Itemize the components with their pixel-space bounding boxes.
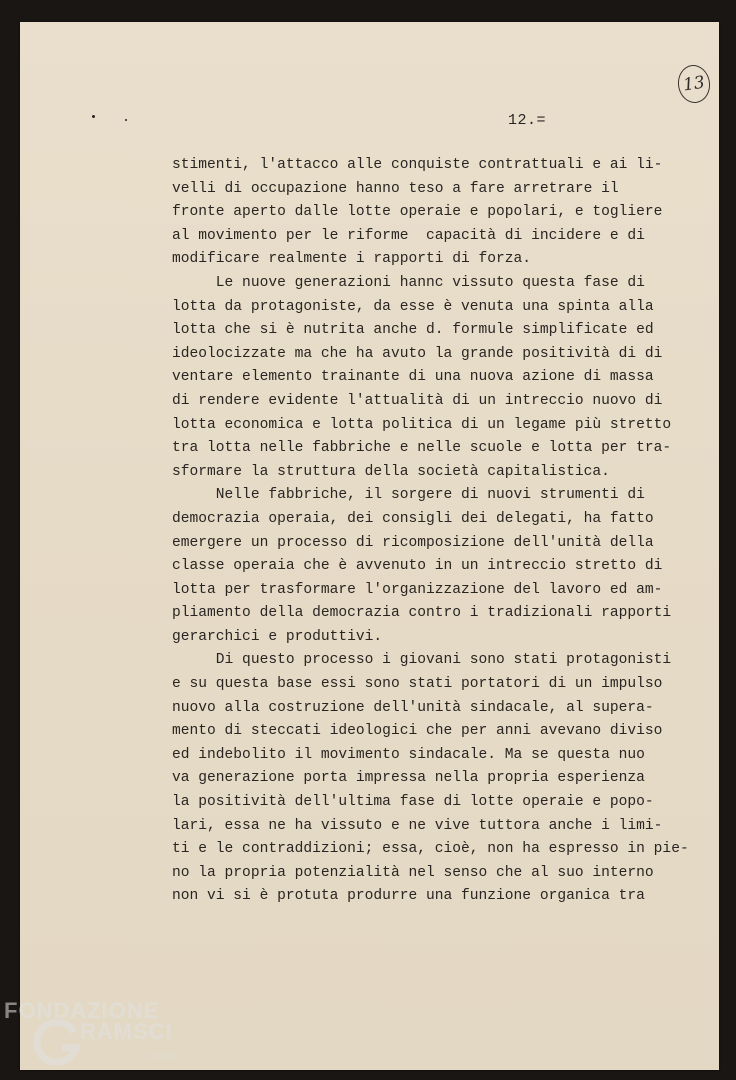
text-line: Le nuove generazioni hannc vissuto questa fase di: [172, 274, 645, 291]
text-line: tra lotta nelle fabbriche e nelle scuole e lotta per tra-: [172, 440, 672, 457]
body-text: [172, 154, 689, 909]
page-number: 12.=: [508, 112, 547, 129]
text-line: velli di occupazione hanno teso a fare arretrare il: [172, 180, 619, 197]
text-line: nuovo alla costruzione dell'unità sindacale, al supera-: [172, 699, 654, 716]
text-line: al movimento per le riforme capacità di incidere e di: [172, 227, 645, 244]
text-line: lotta da protagoniste, da esse è venuta una spinta alla: [172, 298, 654, 315]
watermark-sub: onlus: [150, 1051, 174, 1062]
watermark-logo: [4, 998, 194, 1078]
archive-stamp-number: 13: [676, 63, 713, 105]
text-line: no la propria potenzialità nel senso che al suo interno: [172, 864, 654, 881]
text-line: fronte aperto dalle lotte operaie e popolari, e togliere: [172, 204, 663, 221]
text-line: e su questa base essi sono stati portatori di un impulso: [172, 676, 663, 693]
text-line: democrazia operaia, dei consigli dei delegati, ha fatto: [172, 510, 654, 527]
watermark-line2: RAMSCI: [80, 1019, 173, 1044]
g-swirl-icon: [32, 1018, 82, 1070]
text-line: lari, essa ne ha vissuto e ne vive tuttora anche i limi-: [172, 817, 663, 834]
text-line: Nelle fabbriche, il sorgere di nuovi strumenti di: [172, 487, 645, 504]
text-line: la positività dell'ultima fase di lotte operaie e popo-: [172, 794, 654, 811]
text-line: classe operaia che è avvenuto in un intreccio stretto di: [172, 558, 663, 575]
ink-speck: [125, 119, 127, 121]
text-line: ed indebolito il movimento sindacale. Ma se questa nuo: [172, 746, 645, 763]
text-line: mento di steccati ideologici che per anni avevano diviso: [172, 723, 663, 740]
text-line: di rendere evidente l'attualità di un intreccio nuovo di: [172, 392, 663, 409]
text-line: non vi si è protuta produrre una funzione organica tra: [172, 888, 645, 905]
text-line: modificare realmente i rapporti di forza.: [172, 251, 532, 268]
ink-speck: [92, 115, 95, 118]
text-line: ideolocizzate ma che ha avuto la grande positività di di: [172, 345, 663, 362]
text-line: lotta economica e lotta politica di un legame più stretto: [172, 416, 672, 433]
text-line: sformare la struttura della società capitalistica.: [172, 463, 610, 480]
text-line: lotta per trasformare l'organizzazione del lavoro ed am-: [172, 581, 663, 598]
text-line: gerarchici e produttivi.: [172, 628, 383, 645]
text-line: Di questo processo i giovani sono stati protagonisti: [172, 652, 672, 669]
text-line: ti e le contraddizioni; essa, cioè, non ha espresso in pie-: [172, 841, 689, 858]
text-line: va generazione porta impressa nella propria esperienza: [172, 770, 645, 787]
text-line: ventare elemento trainante di una nuova azione di massa: [172, 369, 654, 386]
text-line: stimenti, l'attacco alle conquiste contrattuali e ai li-: [172, 157, 663, 173]
text-line: emergere un processo di ricomposizione dell'unità della: [172, 534, 654, 551]
watermark-line1: FONDAZIONE: [4, 998, 160, 1023]
text-line: pliamento della democrazia contro i tradizionali rapporti: [172, 605, 672, 622]
text-line: lotta che si è nutrita anche d. formule simplificate ed: [172, 322, 654, 339]
